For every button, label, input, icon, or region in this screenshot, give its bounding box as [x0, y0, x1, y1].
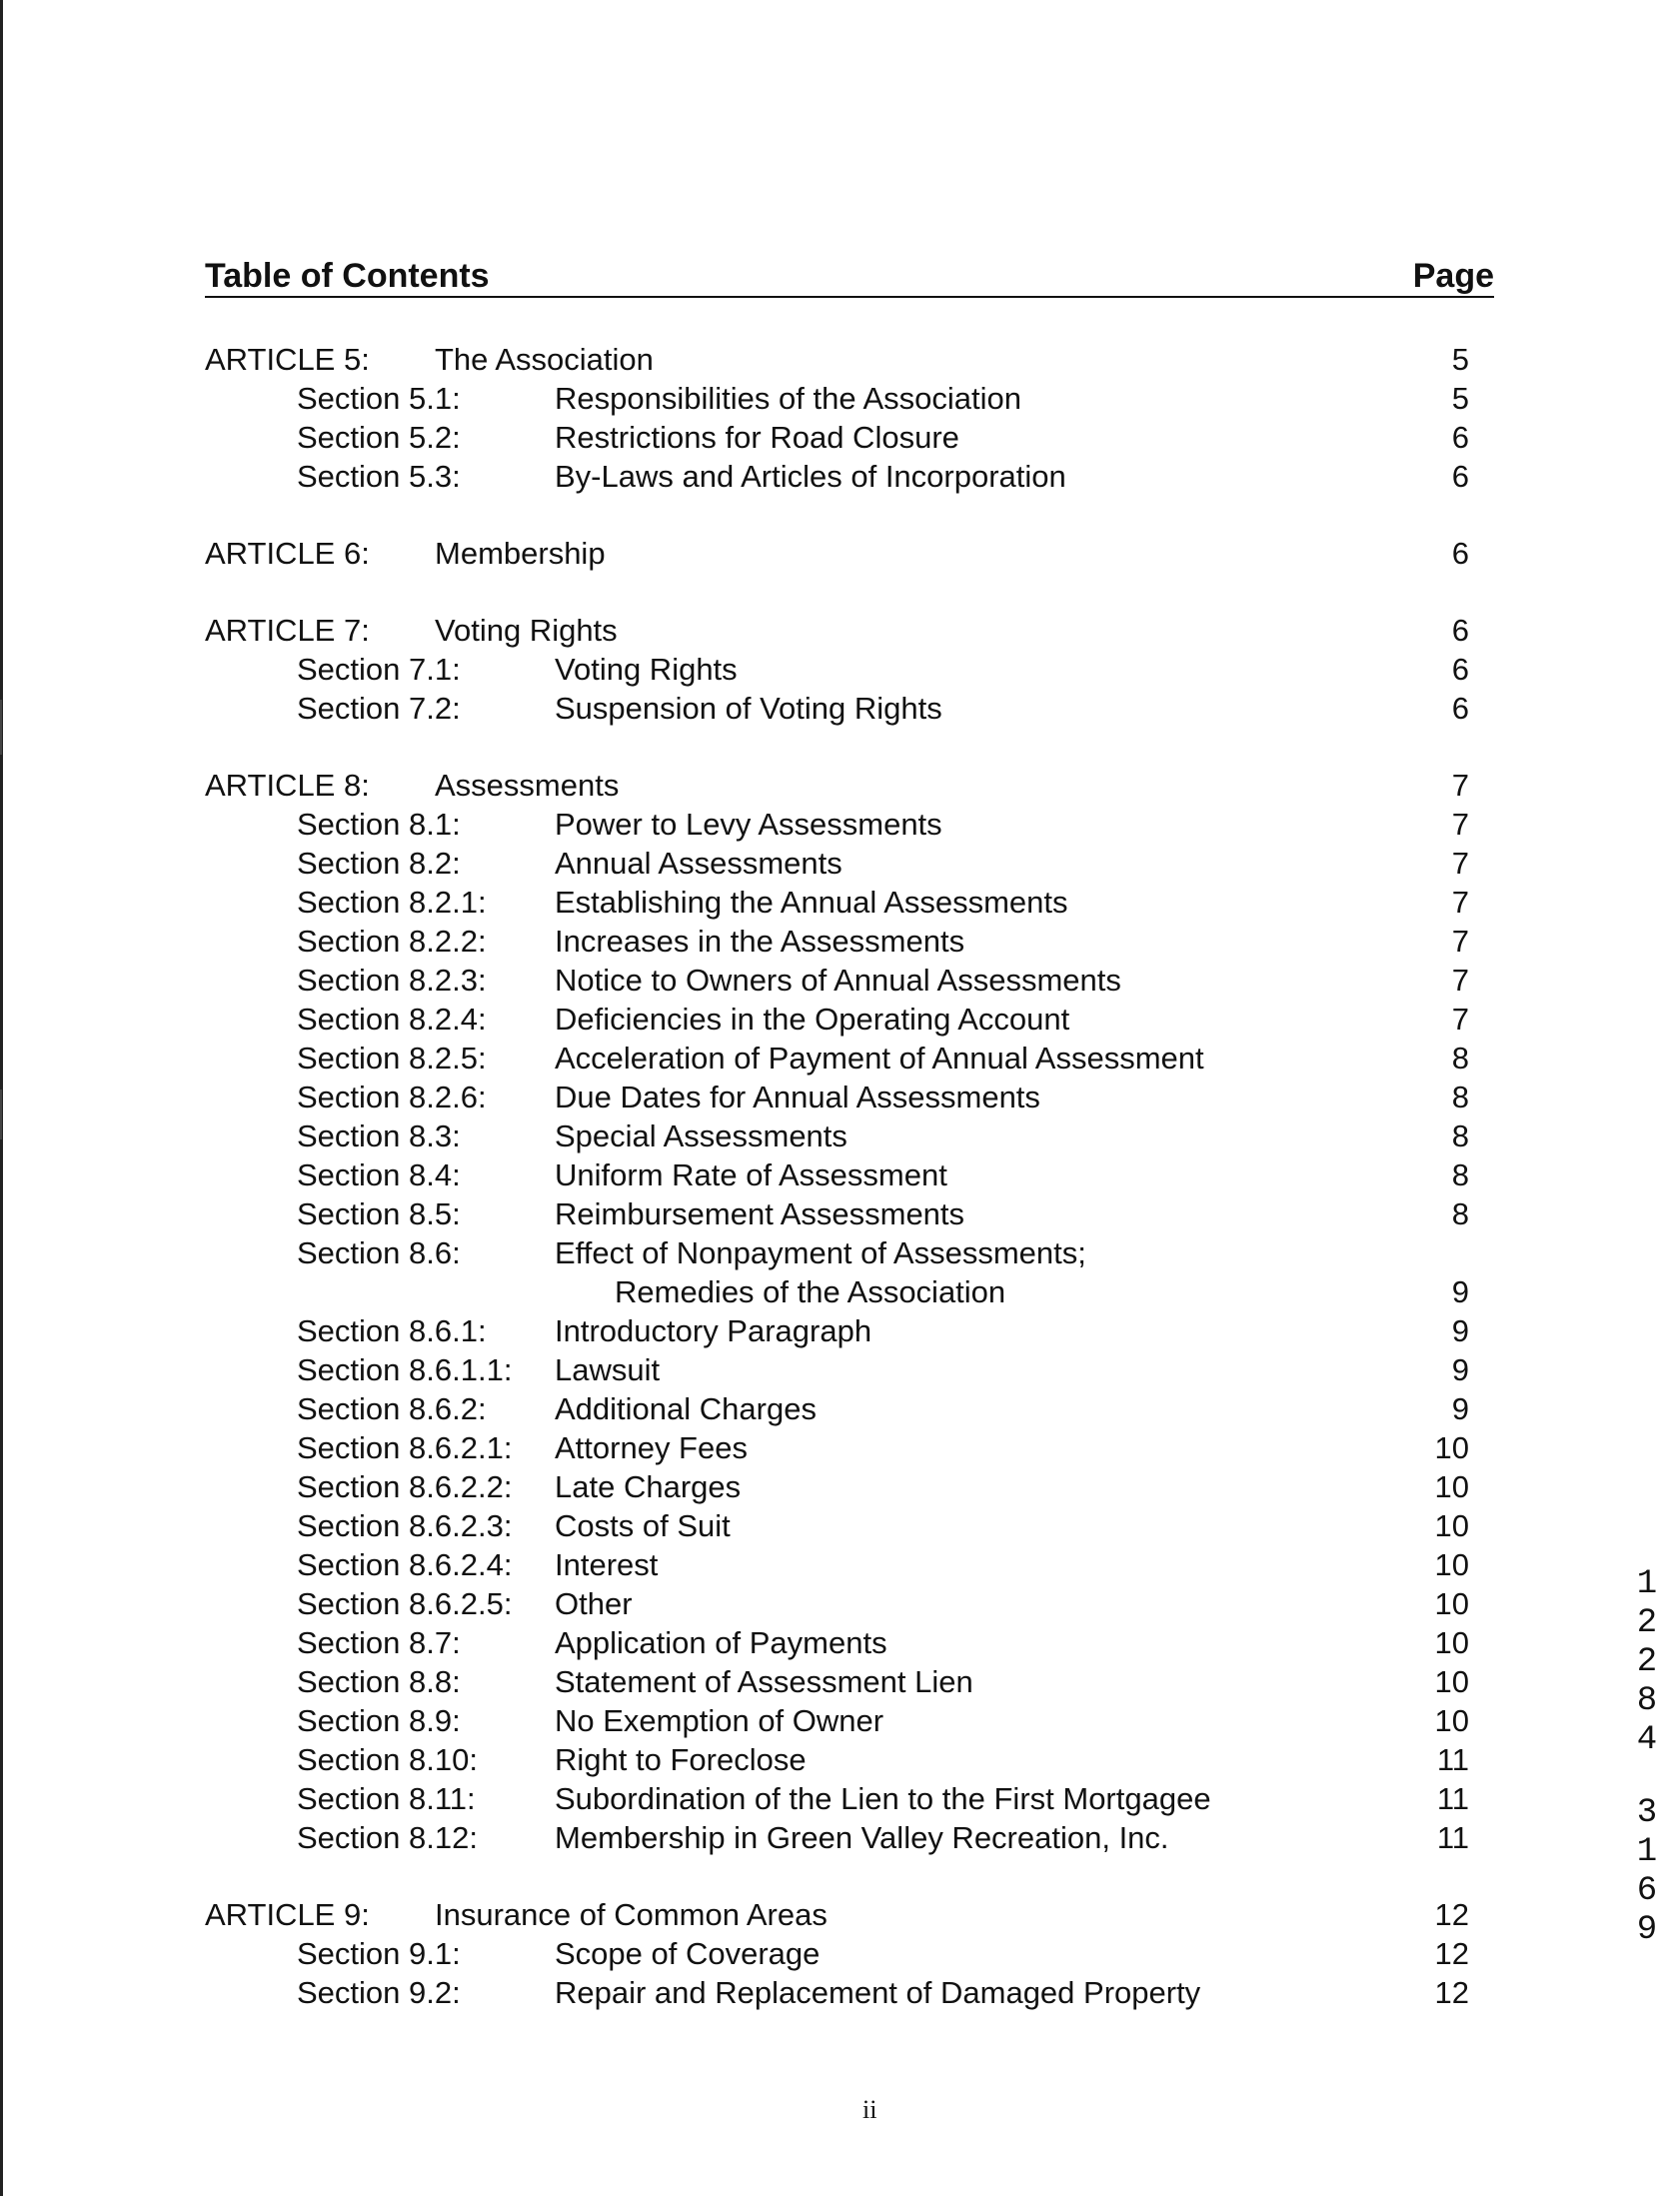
toc-list [205, 340, 1494, 2050]
scan-edge-mark [0, 700, 2, 755]
section-row [205, 1779, 1494, 1818]
section-row-continuation [205, 1272, 1494, 1311]
stamp-digit: 2 [1636, 1604, 1658, 1642]
section-row [205, 1000, 1494, 1039]
stamp-digit: 9 [1636, 1911, 1658, 1949]
entry-title: Establishing the Annual Assessments [555, 885, 1068, 920]
entry-page: 9 [1451, 1313, 1469, 1348]
entry-label: Section 8.6.2.2: [297, 1469, 513, 1504]
entry-label: Section 8.10: [297, 1742, 478, 1777]
entry-title: Assessments [435, 768, 620, 803]
entry-title: Deficiencies in the Operating Account [555, 1002, 1070, 1037]
stamp-digit: 1 [1636, 1833, 1658, 1871]
entry-title: Introductory Paragraph [555, 1313, 872, 1348]
entry-page: 12 [1434, 1975, 1469, 2010]
stamp-digit: 8 [1636, 1682, 1658, 1720]
entry-page: 10 [1434, 1703, 1469, 1738]
section-row [205, 418, 1494, 457]
section-row [205, 1934, 1494, 1973]
entry-page: 10 [1434, 1625, 1469, 1660]
entry-label: Section 9.2: [297, 1975, 461, 2010]
entry-title: Scope of Coverage [555, 1936, 821, 1971]
article-row [205, 1895, 1494, 1934]
side-stamp-number [1627, 1565, 1667, 1950]
entry-title: Voting Rights [435, 613, 618, 648]
entry-title: Right to Foreclose [555, 1742, 807, 1777]
entry-label: Section 8.2.2: [297, 924, 487, 959]
entry-page: 6 [1451, 459, 1469, 494]
entry-page: 8 [1451, 1157, 1469, 1192]
entry-label: Section 8.2.6: [297, 1080, 487, 1114]
entry-title: The Association [435, 342, 654, 377]
section-row [205, 1194, 1494, 1233]
article-row [205, 534, 1494, 573]
entry-page: 8 [1451, 1080, 1469, 1114]
entry-label: Section 8.9: [297, 1703, 461, 1738]
entry-page: 10 [1434, 1469, 1469, 1504]
article-group [205, 766, 1494, 1857]
entry-label: ARTICLE 7: [205, 613, 370, 648]
article-group [205, 534, 1494, 573]
entry-page: 5 [1451, 342, 1469, 377]
section-row [205, 1818, 1494, 1857]
entry-title: Remedies of the Association [615, 1274, 1006, 1309]
section-row [205, 1155, 1494, 1194]
entry-title: Insurance of Common Areas [435, 1897, 828, 1932]
section-row [205, 1623, 1494, 1662]
entry-title: Voting Rights [555, 652, 738, 687]
section-row [205, 1350, 1494, 1389]
article-group [205, 340, 1494, 496]
entry-page: 10 [1434, 1547, 1469, 1582]
scan-edge-mark [0, 1090, 2, 1139]
entry-label: Section 8.2: [297, 846, 461, 881]
section-row [205, 1973, 1494, 2012]
section-row [205, 1078, 1494, 1116]
entry-title: Subordination of the Lien to the First Mortgagee [555, 1781, 1211, 1816]
entry-title: Suspension of Voting Rights [555, 691, 942, 726]
entry-title: Other [555, 1586, 633, 1621]
entry-page: 8 [1451, 1118, 1469, 1153]
entry-label: ARTICLE 6: [205, 536, 370, 571]
article-group [205, 1895, 1494, 2012]
entry-title: Lawsuit [555, 1352, 661, 1387]
toc-title: Table of Contents [205, 257, 490, 295]
entry-label: Section 8.6.2.4: [297, 1547, 513, 1582]
section-row [205, 1428, 1494, 1467]
entry-title: Annual Assessments [555, 846, 842, 881]
entry-page: 7 [1451, 807, 1469, 842]
entry-page: 6 [1451, 536, 1469, 571]
entry-title: Responsibilities of the Association [555, 381, 1021, 416]
entry-page: 10 [1434, 1508, 1469, 1543]
section-row [205, 1311, 1494, 1350]
toc-header [205, 240, 1494, 298]
entry-page: 7 [1451, 768, 1469, 803]
stamp-digit: 2 [1636, 1643, 1658, 1681]
entry-page: 8 [1451, 1041, 1469, 1076]
entry-label: Section 8.7: [297, 1625, 461, 1660]
entry-page: 12 [1434, 1897, 1469, 1932]
entry-title: Notice to Owners of Annual Assessments [555, 963, 1121, 998]
section-row [205, 1662, 1494, 1701]
entry-title: Due Dates for Annual Assessments [555, 1080, 1040, 1114]
entry-title: Reimbursement Assessments [555, 1196, 965, 1231]
entry-title: No Exemption of Owner [555, 1703, 884, 1738]
entry-page: 9 [1451, 1274, 1469, 1309]
article-row [205, 766, 1494, 805]
section-row [205, 922, 1494, 961]
entry-label: Section 8.6.2.5: [297, 1586, 513, 1621]
entry-page: 11 [1436, 1781, 1469, 1816]
article-row [205, 340, 1494, 379]
entry-label: Section 8.6.1: [297, 1313, 487, 1348]
entry-label: ARTICLE 8: [205, 768, 370, 803]
entry-page: 12 [1434, 1936, 1469, 1971]
entry-label: Section 8.6.2.1: [297, 1430, 513, 1465]
section-row [205, 379, 1494, 418]
entry-label: Section 8.6.1.1: [297, 1352, 513, 1387]
entry-page: 6 [1451, 652, 1469, 687]
entry-title: Increases in the Assessments [555, 924, 965, 959]
stamp-digit: 3 [1636, 1794, 1658, 1832]
entry-title: By-Laws and Articles of Incorporation [555, 459, 1066, 494]
entry-page: 6 [1451, 613, 1469, 648]
entry-title: Uniform Rate of Assessment [555, 1157, 947, 1192]
entry-title: Restrictions for Road Closure [555, 420, 959, 455]
section-row [205, 1701, 1494, 1740]
section-row [205, 805, 1494, 844]
entry-title: Membership in Green Valley Recreation, Inc. [555, 1820, 1169, 1855]
section-row [205, 883, 1494, 922]
entry-title: Membership [435, 536, 606, 571]
entry-title: Interest [555, 1547, 659, 1582]
entry-title: Repair and Replacement of Damaged Property [555, 1975, 1201, 2010]
entry-page: 6 [1451, 691, 1469, 726]
entry-title: Attorney Fees [555, 1430, 748, 1465]
section-row [205, 1116, 1494, 1155]
entry-label: Section 9.1: [297, 1936, 461, 1971]
entry-label: Section 5.1: [297, 381, 461, 416]
entry-title: Late Charges [555, 1469, 742, 1504]
entry-page: 6 [1451, 420, 1469, 455]
entry-label: ARTICLE 9: [205, 1897, 370, 1932]
section-row [205, 1467, 1494, 1506]
entry-label: Section 7.2: [297, 691, 461, 726]
entry-page: 7 [1451, 924, 1469, 959]
entry-title: Effect of Nonpayment of Assessments; [555, 1235, 1086, 1270]
entry-label: ARTICLE 5: [205, 342, 370, 377]
entry-page: 9 [1451, 1391, 1469, 1426]
entry-title: Statement of Assessment Lien [555, 1664, 973, 1699]
entry-page: 8 [1451, 1196, 1469, 1231]
entry-page: 5 [1451, 381, 1469, 416]
section-row [205, 689, 1494, 728]
entry-label: Section 5.2: [297, 420, 461, 455]
entry-label: Section 8.11: [297, 1781, 476, 1816]
section-row [205, 457, 1494, 496]
entry-label: Section 8.6.2.3: [297, 1508, 513, 1543]
section-row [205, 1039, 1494, 1078]
entry-label: Section 8.2.1: [297, 885, 487, 920]
article-row [205, 611, 1494, 650]
entry-label: Section 8.12: [297, 1820, 478, 1855]
stamp-digit: 6 [1636, 1872, 1658, 1910]
entry-page: 7 [1451, 1002, 1469, 1037]
section-row [205, 1389, 1494, 1428]
entry-page: 10 [1434, 1430, 1469, 1465]
entry-label: Section 8.8: [297, 1664, 461, 1699]
section-row [205, 1545, 1494, 1584]
stamp-digit: 4 [1636, 1721, 1658, 1759]
entry-label: Section 7.1: [297, 652, 461, 687]
entry-page: 10 [1434, 1664, 1469, 1699]
section-row [205, 650, 1494, 689]
entry-title: Additional Charges [555, 1391, 817, 1426]
entry-label: Section 8.2.5: [297, 1041, 487, 1076]
entry-label: Section 8.2.4: [297, 1002, 487, 1037]
footer-page-number: ii [862, 2095, 877, 2124]
entry-page: 11 [1436, 1742, 1469, 1777]
section-row [205, 961, 1494, 1000]
entry-label: Section 8.1: [297, 807, 461, 842]
entry-label: Section 8.5: [297, 1196, 461, 1231]
entry-page: 11 [1436, 1820, 1469, 1855]
section-row [205, 1584, 1494, 1623]
page-column-label: Page [1412, 257, 1494, 295]
entry-title: Acceleration of Payment of Annual Assessment [555, 1041, 1204, 1076]
entry-page: 7 [1451, 963, 1469, 998]
entry-title: Special Assessments [555, 1118, 847, 1153]
stamp-gap [1627, 1760, 1667, 1794]
entry-label: Section 8.3: [297, 1118, 461, 1153]
entry-page: 7 [1451, 885, 1469, 920]
section-row [205, 1506, 1494, 1545]
section-row [205, 1233, 1494, 1272]
entry-label: Section 8.2.3: [297, 963, 487, 998]
entry-page: 10 [1434, 1586, 1469, 1621]
entry-label: Section 5.3: [297, 459, 461, 494]
stamp-digit: 1 [1636, 1565, 1658, 1603]
entry-label: Section 8.4: [297, 1157, 461, 1192]
entry-title: Application of Payments [555, 1625, 887, 1660]
entry-page: 7 [1451, 846, 1469, 881]
entry-title: Power to Levy Assessments [555, 807, 942, 842]
entry-page: 9 [1451, 1352, 1469, 1387]
entry-title: Costs of Suit [555, 1508, 731, 1543]
section-row [205, 844, 1494, 883]
section-row [205, 1740, 1494, 1779]
entry-label: Section 8.6.2: [297, 1391, 487, 1426]
article-group [205, 611, 1494, 728]
entry-label: Section 8.6: [297, 1235, 461, 1270]
